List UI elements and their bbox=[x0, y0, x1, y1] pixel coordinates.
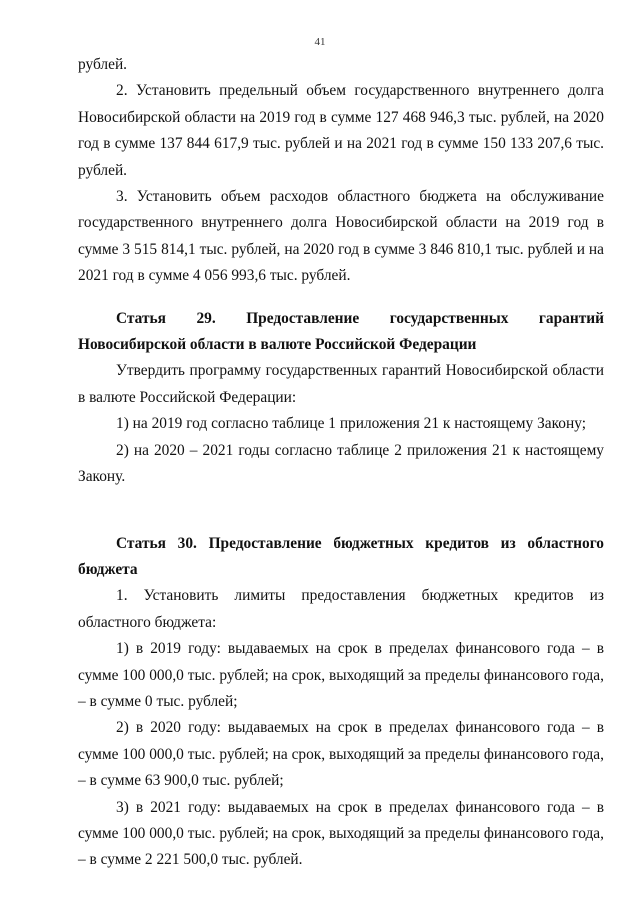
document-body bbox=[78, 52, 604, 874]
article-29-paragraph: Утвердить программу государственных гарантий Новосибирской области в валюте Российской Федерации: bbox=[78, 362, 604, 406]
article-29-heading: Статья 29. Предоставление государственных гарантий Новосибирской области в валюте Российской Федерации bbox=[78, 309, 604, 354]
page-number: 41 bbox=[314, 36, 326, 48]
paragraph-debt-service: 3. Установить объем расходов областного бюджета на обслуживание государственного внутреннего долга Новосибирской области на 2019 год в сумме 3 515 814,1 тыс. рублей, на 2020 год в сумме 3 846 810,1 тыс. рублей и на 2021 год в сумме 4 056 993,6 тыс. рублей. bbox=[78, 188, 604, 285]
article-30-heading: Статья 30. Предоставление бюджетных кредитов из областного бюджета bbox=[78, 534, 604, 578]
article-30-paragraph: 2) в 2020 году: выдаваемых на срок в пределах финансового года – в сумме 100 000,0 тыс. рублей; на срок, выходящий за пределы финансового года, – в сумме 63 900,0 тыс. рублей; bbox=[78, 719, 604, 790]
paragraph-continuation: рублей. bbox=[78, 56, 128, 73]
article-29-paragraph: 1) на 2019 год согласно таблице 1 приложения 21 к настоящему Закону; bbox=[116, 415, 587, 433]
article-30-paragraph: 3) в 2021 году: выдаваемых на срок в пределах финансового года – в сумме 100 000,0 тыс. рублей; на срок, выходящий за пределы финансового года, – в сумме 2 221 500,0 тыс. рублей. bbox=[78, 798, 604, 869]
article-30-paragraph: 1) в 2019 году: выдаваемых на срок в пределах финансового года – в сумме 100 000,0 тыс. рублей; на срок, выходящий за пределы финансового года, – в сумме 0 тыс. рублей; bbox=[78, 640, 604, 710]
article-30-paragraph: 1. Установить лимиты предоставления бюджетных кредитов из областного бюджета: bbox=[78, 587, 604, 631]
article-29-paragraph: 2) на 2020 – 2021 годы согласно таблице 2 приложения 21 к настоящему Закону. bbox=[78, 441, 604, 486]
paragraph-debt-limit: 2. Установить предельный объем государственного внутреннего долга Новосибирской области на 2019 год в сумме 127 468 946,3 тыс. рублей, на 2020 год в сумме 137 844 617,9 тыс. рублей и на 2021 год в сумме 150 133 207,6 тыс. рублей. bbox=[78, 82, 604, 179]
